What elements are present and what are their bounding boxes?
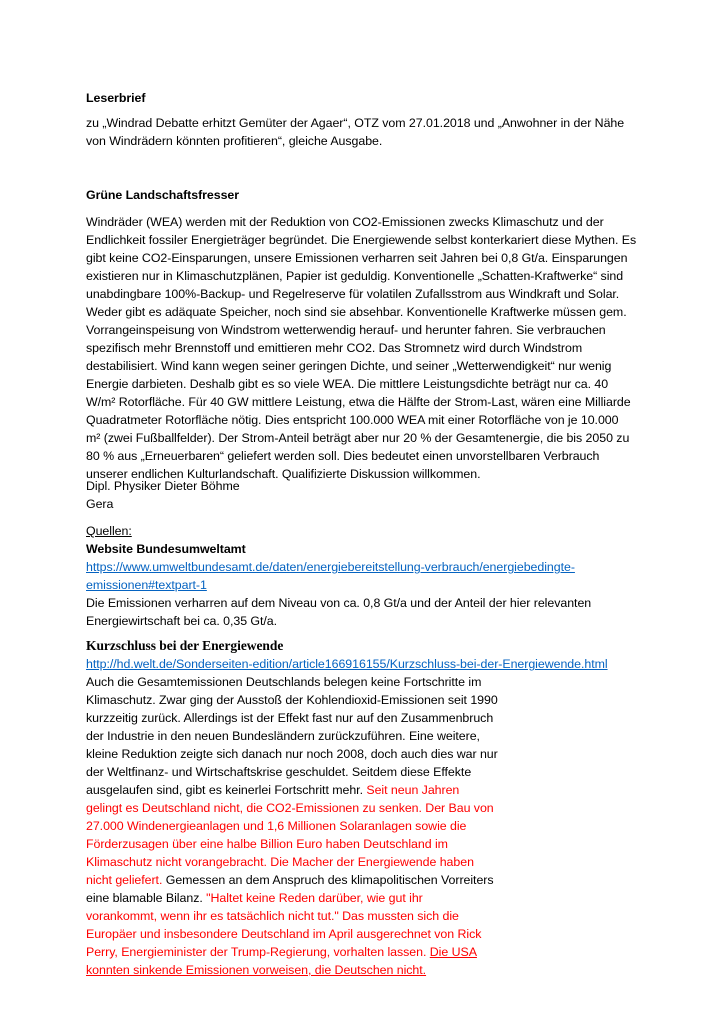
source1-title: Website Bundesumweltamt: [86, 542, 246, 556]
source2-link[interactable]: http://hd.welt.de/Sonderseiten-edition/article166916155/Kurzschluss-bei-der-Energiewende.html: [86, 657, 608, 671]
excerpt-text: der Weltfinanz- und Wirtschaftskrise geschuldet. Seitdem diese Effekte: [86, 765, 472, 779]
excerpt-line: [86, 835, 498, 853]
highlighted-text: vorankommt, wenn ihr es tatsächlich nicht tut." Das mussten sich die: [86, 909, 459, 923]
body-line: W/m² Rotorfläche. Für 40 GW mittlere Leistung, etwa die Hälfte der Strom-Last, wären eine Milliarde: [86, 395, 631, 409]
reference-line: von Windrädern könnten profitieren“, gleiche Ausgabe.: [86, 134, 383, 148]
body-line: destabilisiert. Wind kann wegen seiner geringen Dichte, und seiner „Wetterwendigkeit“ nur wenig: [86, 359, 612, 373]
body-line: unabdingbare 100%-Backup- und Regelreserve für volatilen Zufallsstrom aus Windkraft und Solar.: [86, 287, 620, 301]
excerpt-line: [86, 709, 498, 727]
excerpt-line: [86, 961, 498, 979]
excerpt-line: [86, 853, 498, 871]
excerpt-text: kurzzeitig zurück. Allerdings ist der Effekt fast nur auf den Zusammenbruch: [86, 711, 494, 725]
excerpt-text: eine blamable Bilanz.: [86, 891, 207, 905]
excerpt-line: [86, 763, 498, 781]
excerpt-line: [86, 817, 498, 835]
reference-line: zu „Windrad Debatte erhitzt Gemüter der Agaer“, OTZ vom 27.01.2018 und „Anwohner in der Nähe: [86, 116, 625, 130]
highlighted-text: Förderzusagen über eine halbe Billion Euro haben Deutschland im: [86, 837, 448, 851]
letter-label: Leserbrief: [86, 91, 146, 105]
excerpt-text: Gemessen an dem Anspruch des klimapolitischen Vorreiters: [162, 873, 494, 887]
body-line: Energie darbieten. Deshalb gibt es so viele WEA. Die mittlere Leistungsdichte beträgt nur ca. 40: [86, 377, 609, 391]
source1-url-line[interactable]: emissionen#textpart-1: [86, 578, 207, 592]
excerpt-text: Klimaschutz. Zwar ging der Ausstoß der Kohlendioxid-Emissionen seit 1990: [86, 693, 498, 707]
highlighted-text: Seit neun Jahren: [366, 783, 460, 797]
highlighted-text: konnten sinkende Emissionen vorweisen, die Deutschen nicht.: [86, 963, 427, 977]
body-line: Endlichkeit fossiler Energieträger begründet. Die Energiewende selbst konterkariert diese Mythen. Es: [86, 233, 637, 247]
body-line: spezifisch mehr Brennstoff und emittieren mehr CO2. Das Stromnetz wird durch Windstrom: [86, 341, 583, 355]
excerpt-text: Auch die Gesamtemissionen Deutschlands belegen keine Fortschritte im: [86, 675, 482, 689]
source1-note: [86, 594, 591, 630]
excerpt-line: [86, 781, 498, 799]
highlighted-text: 27.000 Windenergieanlagen und 1,6 Millionen Solaranlagen sowie die: [86, 819, 467, 833]
excerpt-text: der Industrie in den neuen Bundesländern zurückzuführen. Eine weitere,: [86, 729, 480, 743]
excerpt-line: [86, 799, 498, 817]
body-line: unserer endlichen Kulturlandschaft. Qualifizierte Diskussion willkommen.: [86, 467, 481, 481]
body-line: Vorrangeinspeisung von Windstrom wetterwendig herauf- und herunter fahren. Sie verbrauchen: [86, 323, 606, 337]
excerpt-line: [86, 907, 498, 925]
excerpt-text: ausgelaufen sind, gibt es keinerlei Fortschritt mehr.: [86, 783, 367, 797]
sources-heading: Quellen:: [86, 524, 132, 538]
highlighted-text: nicht geliefert.: [86, 873, 163, 887]
excerpt-text: kleine Reduktion zeigte sich danach nur noch 2008, doch auch dies war nur: [86, 747, 498, 761]
excerpt-line: [86, 871, 498, 889]
highlighted-text: Klimaschutz nicht vorangebracht. Die Macher der Energiewende haben: [86, 855, 474, 869]
source2-excerpt: [86, 673, 498, 979]
reference-text: [86, 114, 624, 150]
highlighted-text: Perry, Energieminister der Trump-Regierung, vorhalten lassen.: [86, 945, 430, 959]
excerpt-line: [86, 745, 498, 763]
body-line: Weder gibt es adäquate Speicher, noch sind sie absehbar. Konventionelle Kraftwerke müssen gem.: [86, 305, 627, 319]
excerpt-line: [86, 691, 498, 709]
body-line: gibt keine CO2-Einsparungen, unsere Emissionen verharren seit Jahren bei 0,8 Gt/a. Einsparungen: [86, 251, 628, 265]
letter-title: Grüne Landschaftsfresser: [86, 188, 240, 202]
signature-city: Gera: [86, 497, 114, 511]
highlighted-text: "Haltet keine Reden darüber, wie gut ihr: [206, 891, 423, 905]
source2-title: Kurzschluss bei der Energiewende: [86, 638, 284, 653]
body-line: 80 % aus „Erneuerbaren“ geliefert werden soll. Dies bedeutet einen unvorstellbaren Verbrauch: [86, 449, 600, 463]
excerpt-line: [86, 673, 498, 691]
source1-link[interactable]: [86, 558, 575, 594]
letter-body: [86, 213, 636, 483]
signature: [86, 477, 240, 513]
body-line: Windräder (WEA) werden mit der Reduktion von CO2-Emissionen zwecks Klimaschutz und der: [86, 215, 604, 229]
source1-url-line[interactable]: https://www.umweltbundesamt.de/daten/energiebereitstellung-verbrauch/energiebedingte-: [86, 560, 575, 574]
excerpt-line: [86, 727, 498, 745]
source1-note-line: Energiewirtschaft bei ca. 0,35 Gt/a.: [86, 614, 278, 628]
excerpt-line: [86, 925, 498, 943]
excerpt-line: [86, 943, 498, 961]
body-line: existieren nur in Klimaschutzplänen, Papier ist geduldig. Konventionelle „Schatten-Kraftwerke“ sind: [86, 269, 624, 283]
body-line: m² (zwei Fußballfelder). Der Strom-Anteil beträgt aber nur 20 % der Gesamtenergie, die bis 2050 zu: [86, 431, 630, 445]
highlighted-text: Europäer und insbesondere Deutschland im April ausgerechnet von Rick: [86, 927, 482, 941]
highlighted-text: Die USA: [429, 945, 477, 959]
body-line: Quadratmeter Rotorfläche nötig. Dies entspricht 100.000 WEA mit einer Rotorfläche von je 10.000: [86, 413, 619, 427]
source1-note-line: Die Emissionen verharren auf dem Niveau von ca. 0,8 Gt/a und der Anteil der hier relevanten: [86, 596, 592, 610]
highlighted-text: gelingt es Deutschland nicht, die CO2-Emissionen zu senken. Der Bau von: [86, 801, 494, 815]
signature-name: Dipl. Physiker Dieter Böhme: [86, 479, 240, 493]
excerpt-line: [86, 889, 498, 907]
